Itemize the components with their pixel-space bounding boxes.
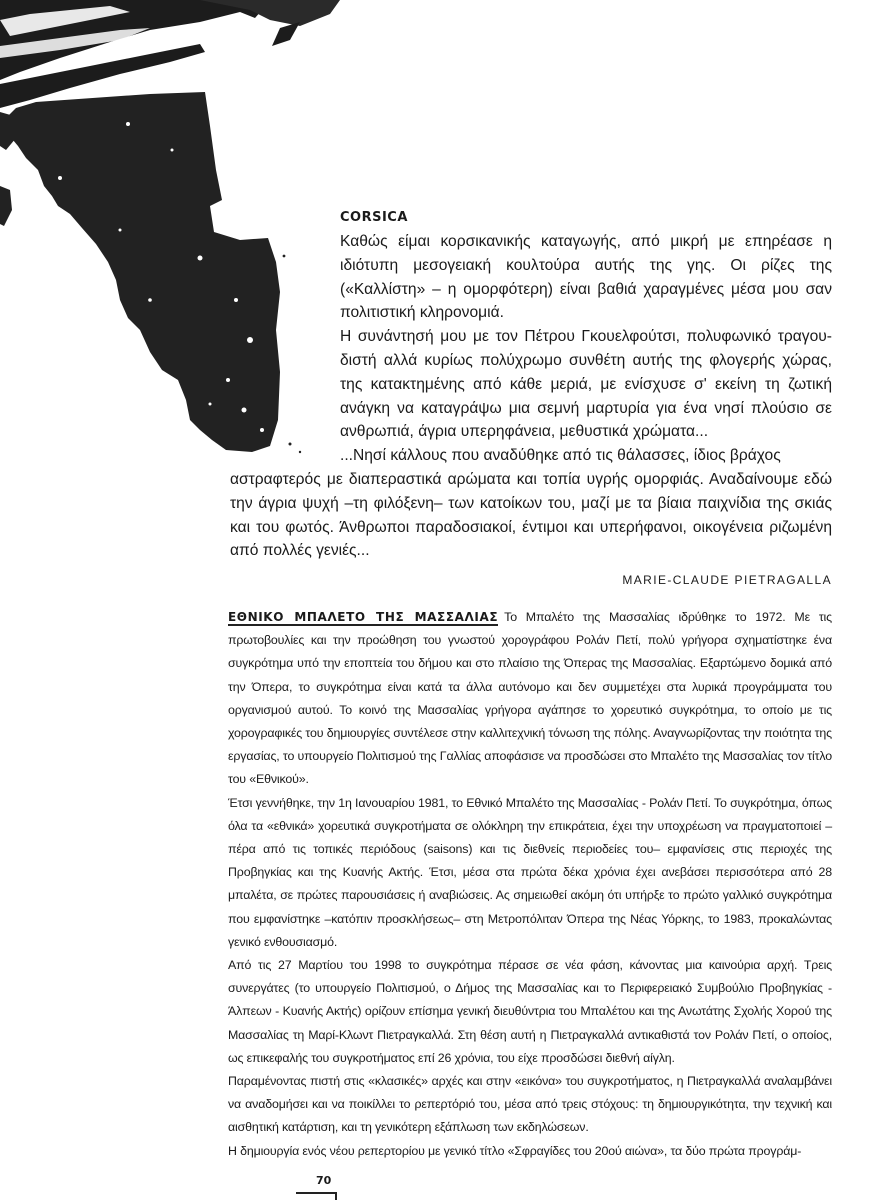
corsica-narrow-block xyxy=(340,230,832,468)
ballet-paragraph-4: Παραμένοντας πιστή στις «κλασικές» αρχές και στην «εικόνα» του συγκροτήματος, η Πιετραγκαλλά αναλαμβάνει να αναδομήσει και να ποικίλλει το ρεπερτόριό του, μέσα από τρεις στόχους: τη δημιουργικότητα, την τεχνική και αισθητική κατάρτιση, και τη γενικότερη εξάπλωση των εκδηλώσεων. xyxy=(228,1074,832,1135)
ballet-paragraph-2: Έτσι γεννήθηκε, την 1η Ιανουαρίου 1981, το Εθνικό Μπαλέτο της Μασσαλίας - Ρολάν Πετί. Το συγκρότημα, όπως όλα τα «εθνικά» χορευτικά συγκροτήματα σε ολόκληρη την επικράτεια, έχει την υποχρέωση να πραγματοποιεί –πέρα από τις τοπικές περιόδους (saisons) και τις διεθνείς περιοδείες του– εμφανίσεις στις περιοχές της Προβηγκίας και της Κυανής Ακτής. Έτσι, μέσα στα πρώτα δέκα χρόνια έχει ανεβάσει περισσότερα από 28 μπαλέτα, σε πρώτες παρουσιάσεις ή αναβιώσεις. Ας σημειωθεί ακόμη ότι υπήρξε το πρώτο γαλλικό συγκρότημα που εμφανίστηκε –κατόπιν προσκλήσεως– στη Μετροπόλιταν Όπερα της Νέας Υόρκης, το 1983, προκαλώντας γενικό ενθουσιασμό. xyxy=(228,795,832,949)
page-number: 70 xyxy=(316,1174,332,1187)
text-line: Καθώς είμαι κορσικανικής καταγωγής, από μικρή με επηρέασε η xyxy=(340,233,832,250)
corsica-paragraph-2 xyxy=(340,325,832,444)
text-line: Η συνάντησή μου με τον Πέτρου Γκουελφούτσι, πολυφωνικό τραγου- xyxy=(340,328,832,346)
ballet-paragraph-3: Από τις 27 Μαρτίου του 1998 το συγκρότημα πέρασε σε νέα φάση, κάνοντας μια καινούρια αρχή. Τρεις συνεργάτες (το υπουργείο Πολιτισμού, ο Δήμος της Μασσαλίας και το Περιφερειακό Συμβούλιο Προβηγκίας - Άλπεων - Κυανής Ακτής) ορίζουν επίσημα γενική διευθύντρια του Μπαλέτου και της Ανωτάτης Σχολής Χορού της Μασσαλίας τη Μαρί-Κλωντ Πιετραγκαλλά. Στη θέση αυτή η Πιετραγκαλλά αντικαθιστά τον Ρολάν Πετί, ο οποίος, ως επικεφαλής του συγκροτήματος επί 26 χρόνια, του είχε προσδώσει διεθνή αίγλη. xyxy=(228,958,832,1065)
ballet-paragraph-5: Η δημιουργία ενός νέου ρεπερτορίου με γενικό τίτλο «Σφραγίδες του 20ού αιώνα», τα δύο πρώτα προγράμ- xyxy=(228,1143,802,1158)
text-line: διστή αλλά κυρίως πολύχρωμο συνθέτη αυτής της φλογερής χώρας, xyxy=(340,351,832,369)
corsica-paragraph-3-first-line: ...Νησί κάλλους που αναδύθηκε από τις θάλασσες, ίδιος βράχος xyxy=(340,447,781,465)
ballet-title: ΕΘΝΙΚΟ ΜΠΑΛΕΤΟ ΤΗΣ ΜΑΣΣΑΛΙΑΣ xyxy=(228,610,499,624)
corsica-paragraph-3-rest: αστραφτερός με διαπεραστικά αρώματα και τοπία υγρής ομορφιάς. Αναδαίνουμε εδώ την άγρια ψυχή –τη φιλόξενη– των κατοίκων του, μαζί με τα βίαια παιχνίδια της σκιάς και του φωτός. Άνθρωποι παραδοσιακοί, έντιμοι και υπερήφανοι, οικογένεια ριζωμένη από πολλές γενιές... xyxy=(230,470,832,560)
corsica-title: CORSICA xyxy=(340,210,408,225)
text-line: ιδιότυπη μεσογειακή κουλτούρα αυτής της γης. Οι ρίζες της xyxy=(340,256,832,274)
text-line: («Καλλίστη» – η ομορφότερη) είναι βαθιά χαραγμένες μέσα μου xyxy=(340,280,799,298)
page-number-rule xyxy=(296,1192,336,1194)
corsica-section xyxy=(230,206,832,593)
page-number-tick xyxy=(335,1192,337,1200)
ballet-paragraph-1 xyxy=(228,606,832,792)
text-line: ανάγκη να καταγράψω μια σεμνή μαρτυρία για ένα νησί πλούσιο σε xyxy=(340,399,832,417)
text-line: της κατακτημένης από κάθε μεριά, με ενίσχυσε σ' εκείνη τη ζωτική xyxy=(340,375,832,393)
text-line: ανθρωπιά, άγρια υπερηφάνεια, μεθυστικά χρώματα... xyxy=(340,423,709,441)
author-signature: MARIE-CLAUDE PIETRAGALLA xyxy=(622,573,832,588)
corsica-paragraph-1 xyxy=(340,230,832,325)
text-line: σαν πολιτιστική κληρονομιά. xyxy=(340,280,832,322)
ballet-section xyxy=(228,606,832,1163)
ballet-paragraph-1-text: Το Μπαλέτο της Μασσαλίας ιδρύθηκε το 1972. Με τις πρωτοβουλίες και την προώθηση του γνωστού χορογράφου Ρολάν Πετί, πολύ γρήγορα σχηματίστηκε ένα συγκρότημα υπό την εποπτεία του δήμου και στο πλαίσιο της Όπερας της Μασσαλίας. Εξαρτώμενο δομικά από την Όπερα, το συγκρότημα είναι κατά τα άλλα αυτόνομο και δεν συμμετέχει στα λυρικά προγράμματα του οργανισμού αυτού. Το κοινό της Μασσαλίας γρήγορα αγάπησε το χορευτικό συγκρότημα, το οποίο με τις χορογραφικές του δημιουργίες συντέλεσε στην καλλιτεχνική τόνωση της πόλης. Αναγνωρίζοντας την ποιότητα της εργασίας, το υπουργείο Πολιτισμού της Γαλλίας αποφάσισε να προσδώσει στο Μπαλέτο της Μασσαλίας τον τίτλο του «Εθνικού». xyxy=(228,610,832,787)
